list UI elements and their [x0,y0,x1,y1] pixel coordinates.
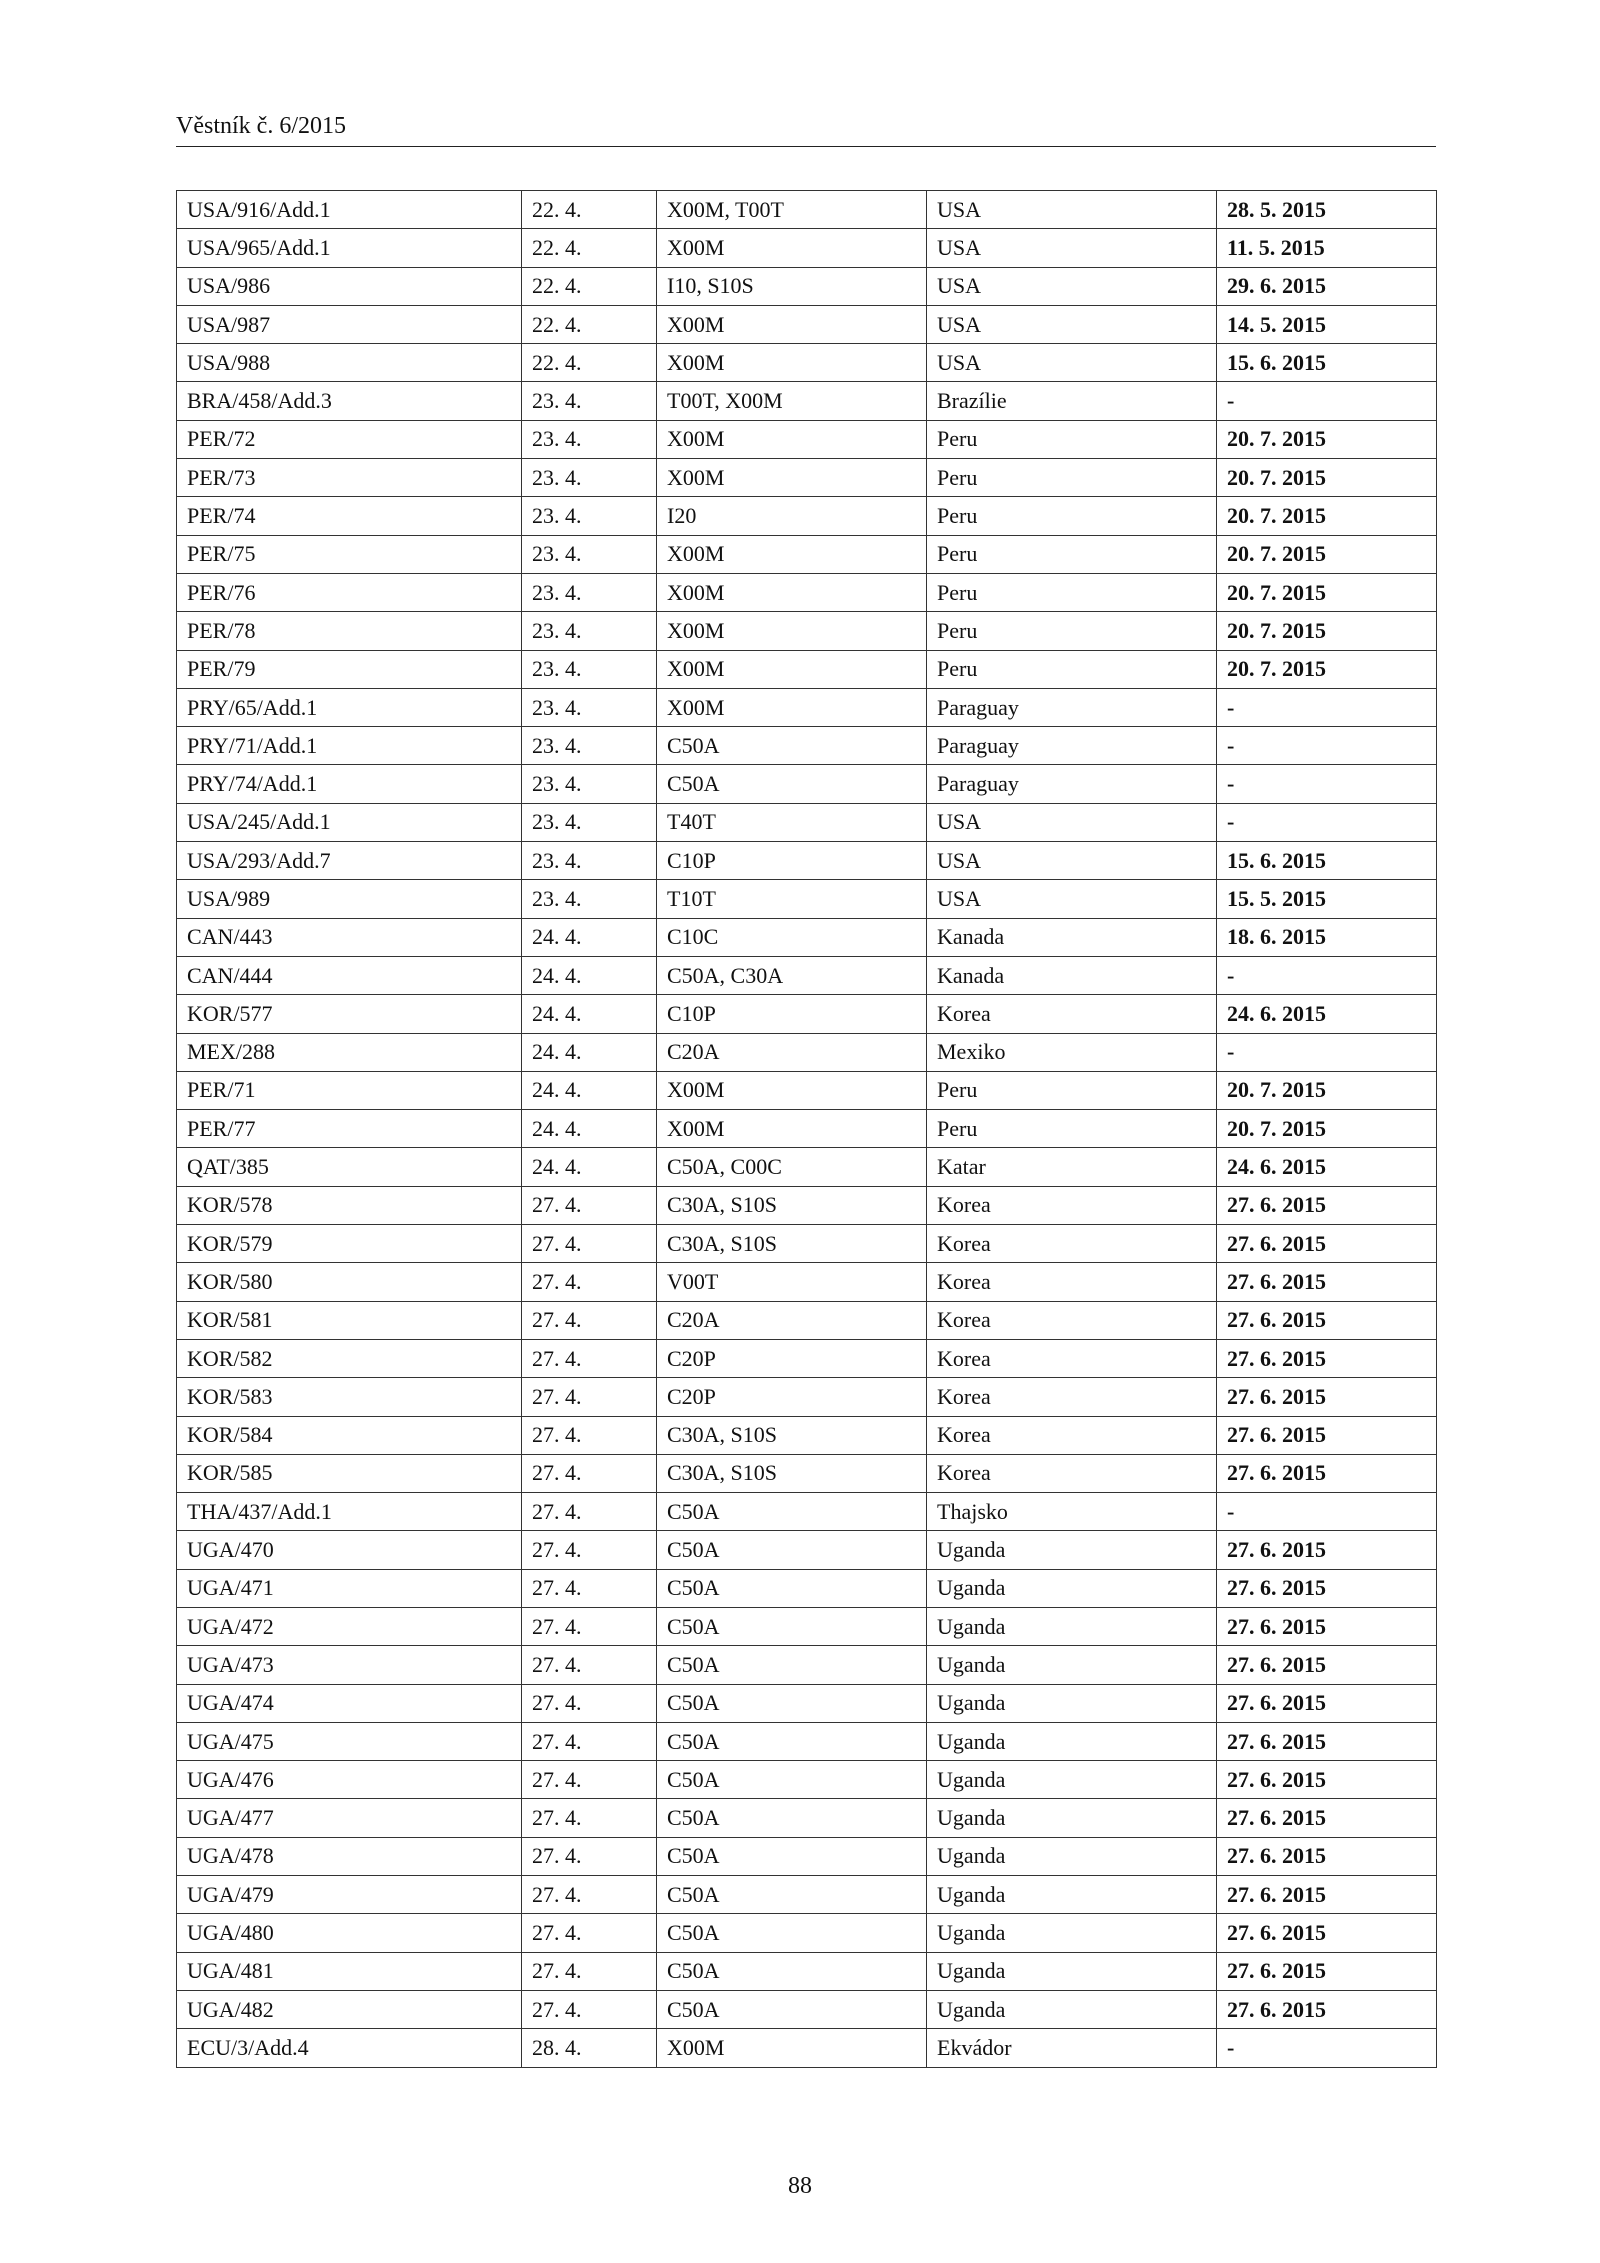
cell-deadline: 20. 7. 2015 [1217,612,1437,650]
table-row [177,995,1437,1033]
cell-country: Peru [927,1071,1217,1109]
cell-code: C50A [657,1493,927,1531]
cell-symbol: USA/965/Add.1 [177,229,522,267]
cell-country: USA [927,229,1217,267]
cell-deadline: 15. 6. 2015 [1217,344,1437,382]
table-row [177,1378,1437,1416]
cell-country: Korea [927,1378,1217,1416]
cell-country: Uganda [927,1531,1217,1569]
cell-country: USA [927,880,1217,918]
cell-code: C50A [657,1569,927,1607]
cell-deadline: 15. 6. 2015 [1217,842,1437,880]
cell-deadline: 27. 6. 2015 [1217,1607,1437,1645]
cell-deadline: 27. 6. 2015 [1217,1263,1437,1301]
cell-country: USA [927,344,1217,382]
table-row [177,1454,1437,1492]
cell-date: 24. 4. [522,1110,657,1148]
cell-symbol: PER/73 [177,459,522,497]
cell-country: Paraguay [927,765,1217,803]
table-row [177,267,1437,305]
cell-country: Uganda [927,1646,1217,1684]
cell-code: X00M [657,229,927,267]
cell-date: 23. 4. [522,573,657,611]
cell-country: Korea [927,1301,1217,1339]
cell-symbol: UGA/480 [177,1914,522,1952]
cell-deadline: - [1217,765,1437,803]
cell-code: C20A [657,1033,927,1071]
cell-code: X00M [657,650,927,688]
cell-symbol: PER/75 [177,535,522,573]
cell-code: T00T, X00M [657,382,927,420]
cell-symbol: USA/987 [177,305,522,343]
table-row [177,535,1437,573]
cell-country: Uganda [927,1722,1217,1760]
cell-code: X00M [657,573,927,611]
table-row [177,880,1437,918]
table-row [177,688,1437,726]
cell-date: 27. 4. [522,1799,657,1837]
cell-date: 23. 4. [522,535,657,573]
table-row [177,956,1437,994]
cell-deadline: 27. 6. 2015 [1217,1761,1437,1799]
cell-date: 27. 4. [522,1263,657,1301]
cell-deadline: 27. 6. 2015 [1217,1416,1437,1454]
cell-code: C50A [657,1607,927,1645]
cell-symbol: KOR/579 [177,1225,522,1263]
cell-code: C50A [657,1646,927,1684]
cell-date: 22. 4. [522,267,657,305]
cell-country: Korea [927,1225,1217,1263]
cell-code: C50A [657,1990,927,2028]
cell-date: 27. 4. [522,1722,657,1760]
cell-code: V00T [657,1263,927,1301]
cell-symbol: PER/77 [177,1110,522,1148]
table-row [177,612,1437,650]
table-row [177,1416,1437,1454]
cell-country: Uganda [927,1799,1217,1837]
cell-country: USA [927,842,1217,880]
cell-date: 24. 4. [522,918,657,956]
table-row [177,1799,1437,1837]
cell-deadline: 24. 6. 2015 [1217,995,1437,1033]
cell-code: C50A [657,1684,927,1722]
cell-country: Uganda [927,1837,1217,1875]
cell-code: C50A [657,765,927,803]
cell-code: C30A, S10S [657,1454,927,1492]
cell-code: C10C [657,918,927,956]
cell-symbol: UGA/477 [177,1799,522,1837]
table-row [177,1148,1437,1186]
cell-deadline: - [1217,1033,1437,1071]
cell-deadline: 27. 6. 2015 [1217,1837,1437,1875]
cell-code: C20A [657,1301,927,1339]
cell-country: Korea [927,1186,1217,1224]
cell-country: Uganda [927,1990,1217,2028]
cell-country: Peru [927,420,1217,458]
cell-date: 23. 4. [522,880,657,918]
cell-symbol: USA/293/Add.7 [177,842,522,880]
cell-code: X00M [657,344,927,382]
cell-country: Korea [927,1416,1217,1454]
cell-deadline: 27. 6. 2015 [1217,1990,1437,2028]
cell-symbol: PRY/71/Add.1 [177,727,522,765]
cell-date: 23. 4. [522,842,657,880]
cell-deadline: 18. 6. 2015 [1217,918,1437,956]
cell-symbol: PER/78 [177,612,522,650]
cell-code: X00M [657,688,927,726]
cell-deadline: 27. 6. 2015 [1217,1722,1437,1760]
cell-country: Uganda [927,1684,1217,1722]
cell-symbol: UGA/474 [177,1684,522,1722]
cell-symbol: CAN/443 [177,918,522,956]
cell-code: T10T [657,880,927,918]
table-row [177,765,1437,803]
cell-date: 23. 4. [522,382,657,420]
cell-date: 22. 4. [522,344,657,382]
cell-country: Katar [927,1148,1217,1186]
cell-deadline: 27. 6. 2015 [1217,1186,1437,1224]
cell-date: 27. 4. [522,1569,657,1607]
cell-country: Thajsko [927,1493,1217,1531]
cell-country: Peru [927,1110,1217,1148]
cell-date: 23. 4. [522,459,657,497]
cell-deadline: 20. 7. 2015 [1217,1110,1437,1148]
table-row [177,650,1437,688]
table-row [177,727,1437,765]
table-row [177,1225,1437,1263]
cell-deadline: 15. 5. 2015 [1217,880,1437,918]
table-row [177,1110,1437,1148]
page-header [176,110,1436,147]
cell-country: Uganda [927,1607,1217,1645]
cell-deadline: 20. 7. 2015 [1217,497,1437,535]
cell-deadline: 14. 5. 2015 [1217,305,1437,343]
cell-code: X00M [657,612,927,650]
cell-date: 24. 4. [522,995,657,1033]
cell-symbol: KOR/578 [177,1186,522,1224]
cell-symbol: UGA/470 [177,1531,522,1569]
cell-symbol: MEX/288 [177,1033,522,1071]
cell-deadline: - [1217,2029,1437,2067]
cell-deadline: 20. 7. 2015 [1217,459,1437,497]
cell-symbol: QAT/385 [177,1148,522,1186]
cell-code: C50A [657,1722,927,1760]
cell-symbol: USA/986 [177,267,522,305]
cell-date: 27. 4. [522,1225,657,1263]
cell-date: 24. 4. [522,1071,657,1109]
cell-code: C20P [657,1339,927,1377]
cell-date: 24. 4. [522,1033,657,1071]
table-row [177,1952,1437,1990]
table-row [177,2029,1437,2067]
cell-country: Mexiko [927,1033,1217,1071]
cell-deadline: 27. 6. 2015 [1217,1952,1437,1990]
cell-deadline: 27. 6. 2015 [1217,1378,1437,1416]
cell-code: C50A [657,1837,927,1875]
cell-code: C30A, S10S [657,1225,927,1263]
table-row [177,1761,1437,1799]
cell-symbol: KOR/581 [177,1301,522,1339]
cell-date: 23. 4. [522,727,657,765]
cell-symbol: UGA/475 [177,1722,522,1760]
cell-deadline: 27. 6. 2015 [1217,1339,1437,1377]
cell-date: 27. 4. [522,1378,657,1416]
table-row [177,1837,1437,1875]
cell-date: 23. 4. [522,420,657,458]
cell-code: T40T [657,803,927,841]
cell-code: C50A [657,1531,927,1569]
table-row [177,382,1437,420]
table-row [177,1493,1437,1531]
cell-deadline: 20. 7. 2015 [1217,1071,1437,1109]
cell-country: Peru [927,650,1217,688]
table-row [177,1301,1437,1339]
cell-country: Korea [927,1339,1217,1377]
cell-deadline: - [1217,382,1437,420]
cell-symbol: KOR/580 [177,1263,522,1301]
cell-date: 27. 4. [522,1607,657,1645]
cell-date: 27. 4. [522,1186,657,1224]
table-row [177,1607,1437,1645]
cell-code: C50A [657,1761,927,1799]
table-row [177,1722,1437,1760]
cell-code: C50A [657,1952,927,1990]
cell-deadline: - [1217,688,1437,726]
cell-date: 22. 4. [522,191,657,229]
cell-symbol: KOR/583 [177,1378,522,1416]
cell-code: X00M [657,305,927,343]
cell-country: Peru [927,612,1217,650]
cell-date: 23. 4. [522,612,657,650]
cell-country: Paraguay [927,727,1217,765]
cell-date: 27. 4. [522,1531,657,1569]
table-row [177,497,1437,535]
cell-deadline: 20. 7. 2015 [1217,535,1437,573]
cell-code: C50A [657,1914,927,1952]
cell-code: C20P [657,1378,927,1416]
cell-country: USA [927,191,1217,229]
cell-symbol: PER/72 [177,420,522,458]
cell-symbol: USA/989 [177,880,522,918]
cell-date: 27. 4. [522,1952,657,1990]
cell-code: C50A, C00C [657,1148,927,1186]
cell-date: 23. 4. [522,803,657,841]
cell-deadline: 27. 6. 2015 [1217,1569,1437,1607]
cell-symbol: PER/74 [177,497,522,535]
cell-deadline: 11. 5. 2015 [1217,229,1437,267]
table-row [177,842,1437,880]
cell-deadline: 28. 5. 2015 [1217,191,1437,229]
cell-code: C50A, C30A [657,956,927,994]
cell-code: I10, S10S [657,267,927,305]
cell-deadline: 27. 6. 2015 [1217,1914,1437,1952]
cell-date: 23. 4. [522,650,657,688]
cell-country: Kanada [927,956,1217,994]
cell-symbol: UGA/479 [177,1876,522,1914]
cell-date: 23. 4. [522,497,657,535]
cell-symbol: PER/76 [177,573,522,611]
cell-deadline: 27. 6. 2015 [1217,1531,1437,1569]
cell-symbol: UGA/478 [177,1837,522,1875]
table-row [177,191,1437,229]
table-row [177,1186,1437,1224]
cell-symbol: UGA/482 [177,1990,522,2028]
cell-deadline: 27. 6. 2015 [1217,1799,1437,1837]
cell-date: 27. 4. [522,1416,657,1454]
cell-date: 23. 4. [522,765,657,803]
cell-symbol: USA/916/Add.1 [177,191,522,229]
table-row [177,459,1437,497]
cell-code: X00M [657,535,927,573]
cell-code: X00M [657,459,927,497]
cell-deadline: 20. 7. 2015 [1217,650,1437,688]
cell-country: Korea [927,995,1217,1033]
cell-date: 24. 4. [522,1148,657,1186]
cell-date: 27. 4. [522,1684,657,1722]
cell-deadline: 27. 6. 2015 [1217,1646,1437,1684]
cell-country: Korea [927,1454,1217,1492]
cell-country: USA [927,803,1217,841]
cell-country: USA [927,267,1217,305]
table-row [177,305,1437,343]
cell-deadline: 27. 6. 2015 [1217,1454,1437,1492]
cell-code: C10P [657,995,927,1033]
cell-country: Uganda [927,1761,1217,1799]
cell-country: Uganda [927,1952,1217,1990]
table-row [177,918,1437,956]
cell-code: C50A [657,1876,927,1914]
table-row [177,1339,1437,1377]
table-row [177,344,1437,382]
cell-date: 27. 4. [522,1876,657,1914]
cell-deadline: - [1217,956,1437,994]
cell-symbol: KOR/585 [177,1454,522,1492]
cell-deadline: 27. 6. 2015 [1217,1876,1437,1914]
cell-date: 28. 4. [522,2029,657,2067]
cell-country: Paraguay [927,688,1217,726]
cell-date: 23. 4. [522,688,657,726]
cell-code: X00M [657,2029,927,2067]
cell-country: Uganda [927,1914,1217,1952]
cell-code: C50A [657,1799,927,1837]
table-row [177,1263,1437,1301]
table-row [177,1033,1437,1071]
table-row [177,1914,1437,1952]
cell-date: 22. 4. [522,229,657,267]
page-header-title: Věstník č. 6/2015 [176,113,346,139]
cell-deadline: - [1217,1493,1437,1531]
cell-symbol: PRY/74/Add.1 [177,765,522,803]
cell-symbol: PER/79 [177,650,522,688]
cell-deadline: - [1217,803,1437,841]
cell-date: 22. 4. [522,305,657,343]
table-body [177,191,1437,2068]
cell-date: 27. 4. [522,1837,657,1875]
cell-symbol: BRA/458/Add.3 [177,382,522,420]
cell-deadline: 27. 6. 2015 [1217,1225,1437,1263]
cell-code: C30A, S10S [657,1186,927,1224]
cell-code: X00M, T00T [657,191,927,229]
cell-date: 27. 4. [522,1454,657,1492]
cell-symbol: UGA/481 [177,1952,522,1990]
table-row [177,573,1437,611]
cell-date: 27. 4. [522,1646,657,1684]
cell-code: X00M [657,1110,927,1148]
cell-symbol: PRY/65/Add.1 [177,688,522,726]
cell-date: 27. 4. [522,1914,657,1952]
cell-country: Brazílie [927,382,1217,420]
cell-country: Korea [927,1263,1217,1301]
cell-country: Peru [927,573,1217,611]
cell-date: 27. 4. [522,1493,657,1531]
cell-symbol: KOR/584 [177,1416,522,1454]
cell-date: 27. 4. [522,1761,657,1799]
cell-country: Kanada [927,918,1217,956]
table-row [177,229,1437,267]
cell-country: Uganda [927,1569,1217,1607]
cell-country: Peru [927,535,1217,573]
table-row [177,1876,1437,1914]
cell-deadline: 27. 6. 2015 [1217,1301,1437,1339]
cell-date: 27. 4. [522,1339,657,1377]
cell-date: 27. 4. [522,1301,657,1339]
cell-country: Peru [927,497,1217,535]
cell-symbol: UGA/471 [177,1569,522,1607]
cell-country: Peru [927,459,1217,497]
cell-deadline: - [1217,727,1437,765]
cell-symbol: UGA/473 [177,1646,522,1684]
cell-country: Ekvádor [927,2029,1217,2067]
cell-symbol: KOR/577 [177,995,522,1033]
table-row [177,1990,1437,2028]
cell-symbol: CAN/444 [177,956,522,994]
cell-code: X00M [657,1071,927,1109]
cell-code: C30A, S10S [657,1416,927,1454]
cell-symbol: USA/988 [177,344,522,382]
table-row [177,1684,1437,1722]
table-row [177,1646,1437,1684]
cell-deadline: 29. 6. 2015 [1217,267,1437,305]
cell-symbol: KOR/582 [177,1339,522,1377]
cell-country: USA [927,305,1217,343]
cell-symbol: PER/71 [177,1071,522,1109]
cell-date: 27. 4. [522,1990,657,2028]
cell-symbol: ECU/3/Add.4 [177,2029,522,2067]
cell-code: I20 [657,497,927,535]
cell-code: C50A [657,727,927,765]
cell-date: 24. 4. [522,956,657,994]
table-row [177,803,1437,841]
notification-table [176,190,1437,2068]
cell-deadline: 20. 7. 2015 [1217,420,1437,458]
cell-deadline: 27. 6. 2015 [1217,1684,1437,1722]
cell-deadline: 24. 6. 2015 [1217,1148,1437,1186]
cell-symbol: USA/245/Add.1 [177,803,522,841]
table-row [177,1071,1437,1109]
cell-symbol: UGA/472 [177,1607,522,1645]
cell-deadline: 20. 7. 2015 [1217,573,1437,611]
table-row [177,420,1437,458]
table-row [177,1531,1437,1569]
cell-country: Uganda [927,1876,1217,1914]
cell-symbol: UGA/476 [177,1761,522,1799]
cell-code: C10P [657,842,927,880]
cell-symbol: THA/437/Add.1 [177,1493,522,1531]
page-number: 88 [788,2173,812,2199]
cell-code: X00M [657,420,927,458]
table-row [177,1569,1437,1607]
